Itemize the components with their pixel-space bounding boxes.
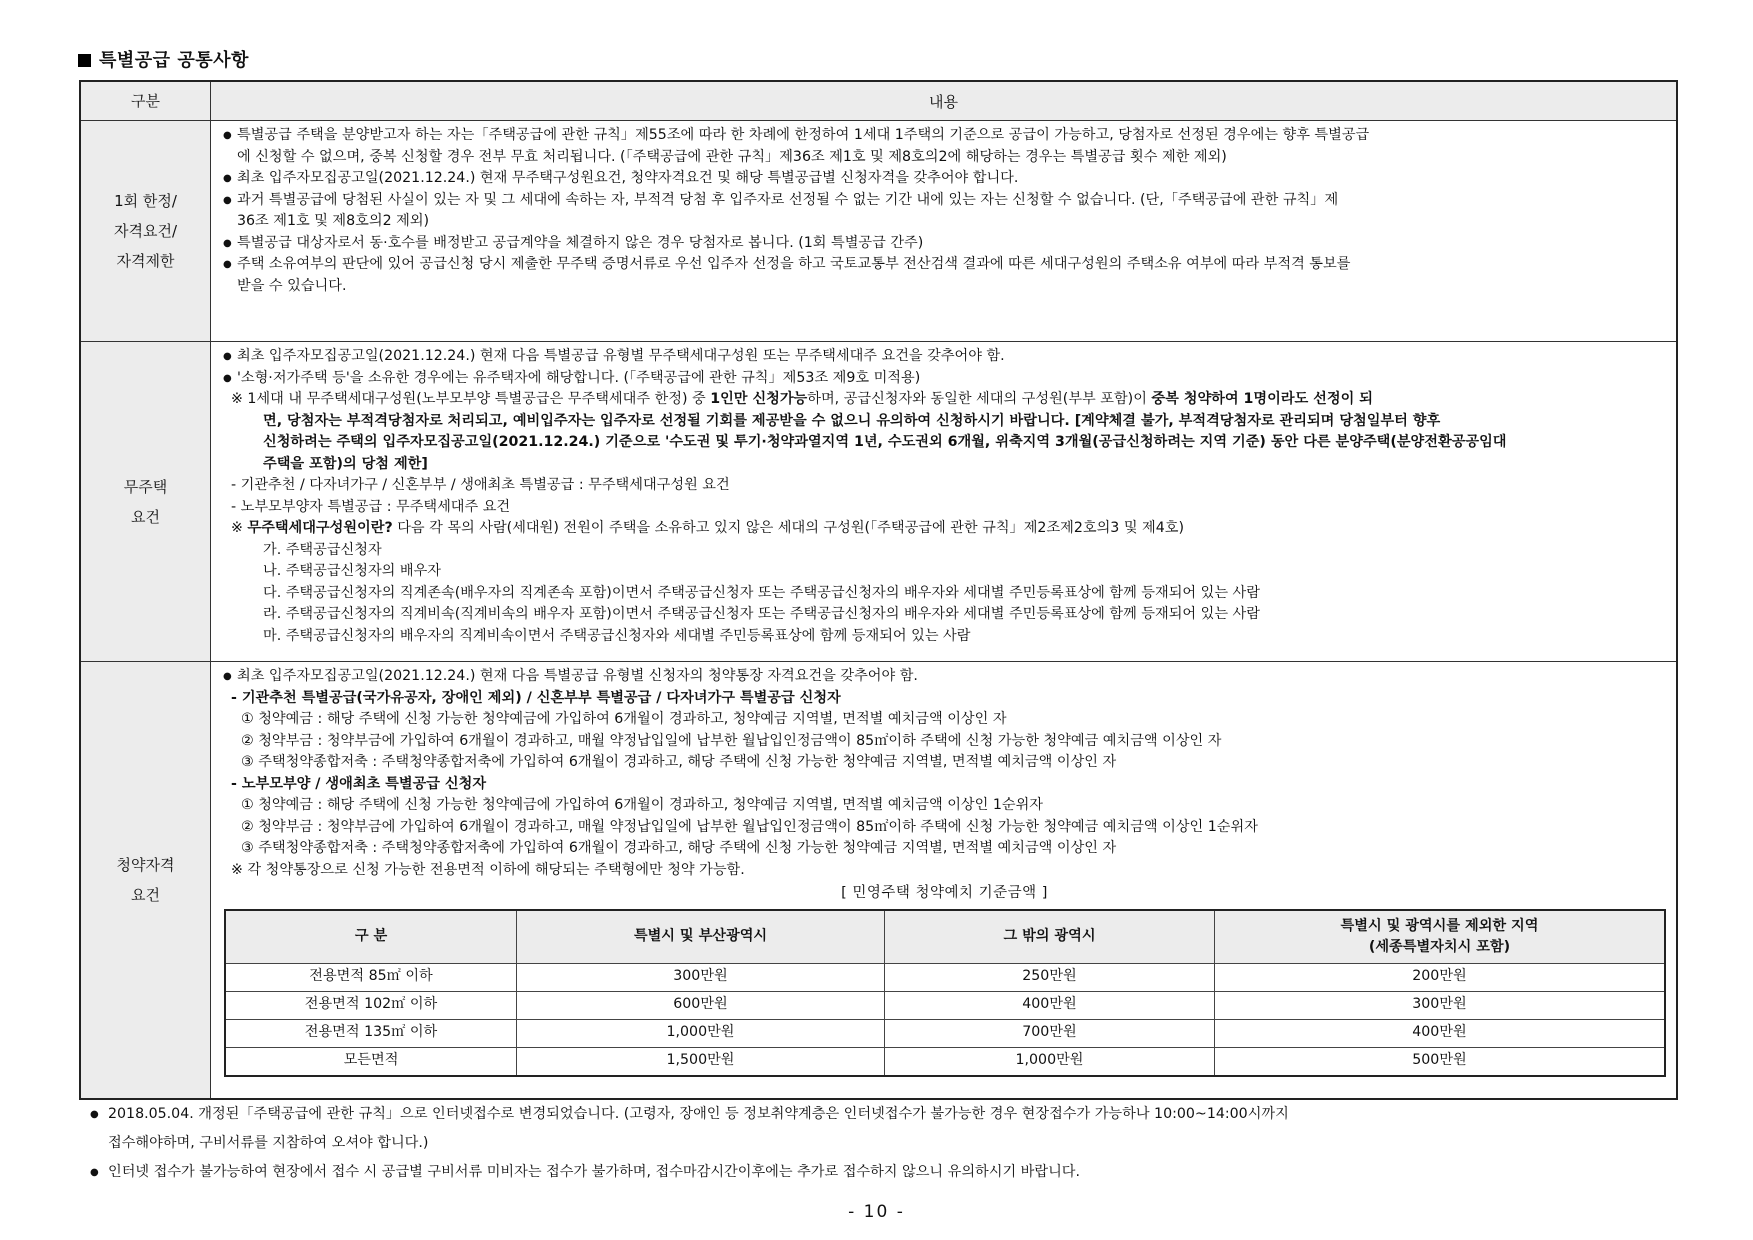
sub-item: 마. 주택공급신청자의 배우자의 직계비속이면서 주택공급신청자와 세대별 주민등록표상에 함께 등재되어 있는 사람 xyxy=(263,627,971,644)
row-content-subscription xyxy=(211,662,1678,1099)
deposit-table-caption: [ 민영주택 청약예치 기준금액 ] xyxy=(841,885,1048,901)
list-item: ● '소형·저가주택 등'을 소유한 경우에는 유주택자에 해당합니다. (「주택공급에 관한 규칙」제53조 제9호 미적용) xyxy=(223,368,1666,390)
row-label-subscription: 청약자격 요건 xyxy=(80,662,211,1099)
table-row-subscription-eligibility xyxy=(80,662,1677,1099)
table-header-row xyxy=(80,81,1677,121)
deposit-header-other-metro: 그 밖의 광역시 xyxy=(885,910,1215,964)
row-label-limit-eligibility: 1회 한정/ 자격요건/ 자격제한 xyxy=(80,121,211,342)
list-item: ● 최초 입주자모집공고일(2021.12.24.) 현재 다음 특별공급 유형별 신청자의 청약통장 자격요건을 갖추어야 함. xyxy=(223,666,1666,688)
numbered-item: ② 청약부금 : 청약부금에 가입하여 6개월이 경과하고, 매월 약정납입일에 납부한 월납입인정금액이 85㎡이하 주택에 신청 가능한 청약예금 예치금액 이상인 자 xyxy=(241,732,1222,749)
section-title: 특별공급 공통사항 xyxy=(78,46,249,72)
page-number: - 10 - xyxy=(848,1202,905,1222)
sub-item: 나. 주택공급신청자의 배우자 xyxy=(263,563,441,579)
dash-item: - 기관추천 특별공급(국가유공자, 장애인 제외) / 신혼부부 특별공급 / 다자녀가구 특별공급 신청자 xyxy=(231,689,841,706)
note-line: ※ 각 청약통장으로 신청 가능한 전용면적 이하에 해당되는 주택형에만 청약 가능함. xyxy=(231,861,745,878)
bullet-dot-icon: ● xyxy=(223,671,232,682)
list-item-continuation: 36조 제1호 및 제8호의2 제외) xyxy=(237,213,430,229)
note-line: 면, 당첨자는 부적격당첨자로 처리되고, 예비입주자는 입주자로 선정될 기회를 제공받을 수 없으니 유의하여 신청하시기 바랍니다. [계약체결 불가, 부적격당첨자로 관리되며 당첨일부터 향후 xyxy=(263,412,1441,429)
note-line: 주택을 포함)의 당첨 제한] xyxy=(263,455,428,472)
dash-item: - 기관추천 / 다자녀가구 / 신혼부부 / 생애최초 특별공급 : 무주택세대구성원 요건 xyxy=(231,477,730,493)
bullet-dot-icon: ● xyxy=(223,194,232,206)
dash-item: - 노부모부양 / 생애최초 특별공급 신청자 xyxy=(231,775,487,792)
table-row: 전용면적 85㎡ 이하 300만원 250만원 200만원 xyxy=(225,963,1665,991)
table-row: 전용면적 102㎡ 이하 600만원 400만원 300만원 xyxy=(225,991,1665,1019)
deposit-amount-table xyxy=(224,909,1666,1077)
list-item-continuation: 에 신청할 수 없으며, 중복 신청할 경우 전부 무효 처리됩니다. (「주택공급에 관한 규칙」제36조 제1호 및 제8호의2에 해당하는 경우는 특별공급 횟수 제한 제외) xyxy=(237,148,1227,165)
footnote-item: ● 인터넷 접수가 불가능하여 현장에서 접수 시 공급별 구비서류 미비자는 접수가 불가하며, 접수마감시간이후에는 추가로 접수하지 않으니 유의하시기 바랍니다. xyxy=(90,1158,1680,1187)
bullet-dot-icon: ● xyxy=(223,259,232,270)
numbered-item: ① 청약예금 : 해당 주택에 신청 가능한 청약예금에 가입하여 6개월이 경과하고, 청약예금 지역별, 면적별 예치금액 이상인 자 xyxy=(241,711,1007,727)
sub-item: 라. 주택공급신청자의 직계비속(직계비속의 배우자 포함)이면서 주택공급신청자 또는 주택공급신청자의 배우자와 세대별 주민등록표상에 함께 등재되어 있는 사람 xyxy=(263,606,1260,622)
bullet-dot-icon: ● xyxy=(223,173,232,184)
bullet-dot-icon: ● xyxy=(223,130,232,141)
list-item: ● 주택 소유여부의 판단에 있어 공급신청 당시 제출한 무주택 증명서류로 우선 입주자 선정을 하고 국토교통부 전산검색 결과에 따른 세대구성원의 주택소유 여부에 따라 부적격 통보를 xyxy=(223,254,1666,276)
header-category: 구분 xyxy=(80,81,211,121)
special-supply-common-table xyxy=(79,80,1678,1100)
note-line: 신청하려는 주택의 입주자모집공고일(2021.12.24.) 기준으로 '수도권 및 투기·청약과열지역 1년, 수도권외 6개월, 위축지역 3개월(공급신청하려는 지역 기준) 동안 다른 분양주택(분양전환공공임대 xyxy=(263,434,1507,450)
table-row-limit-eligibility xyxy=(80,121,1677,342)
numbered-item: ③ 주택청약종합저축 : 주택청약종합저축에 가입하여 6개월이 경과하고, 해당 주택에 신청 가능한 청약예금 지역별, 면적별 예치금액 이상인 자 xyxy=(241,754,1117,770)
bullet-dot-icon: ● xyxy=(223,351,232,362)
footnote-continuation: 접수해야하며, 구비서류를 지참하여 오셔야 합니다.) xyxy=(108,1135,429,1151)
deposit-header-other-regions: 특별시 및 광역시를 제외한 지역 (세종특별자치시 포함) xyxy=(1215,910,1666,964)
footnotes xyxy=(90,1100,1680,1187)
numbered-item: ② 청약부금 : 청약부금에 가입하여 6개월이 경과하고, 매월 약정납입일에 납부한 월납입인정금액이 85㎡이하 주택에 신청 가능한 청약예금 예치금액 이상인 1순위자 xyxy=(241,818,1258,835)
dash-item: - 노부모부양자 특별공급 : 무주택세대주 요건 xyxy=(231,498,511,515)
bullet-dot-icon: ● xyxy=(90,1167,99,1178)
list-item-continuation: 받을 수 있습니다. xyxy=(237,277,347,294)
table-row-homeless xyxy=(80,342,1677,662)
deposit-header-row xyxy=(225,910,1665,964)
deposit-header-seoul-busan: 특별시 및 부산광역시 xyxy=(517,910,885,964)
table-row: 전용면적 135㎡ 이하 1,000만원 700만원 400만원 xyxy=(225,1019,1665,1047)
note-line: ※ 1세대 내 무주택세대구성원(노부모부양 특별공급은 무주택세대주 한정) 중 1인만 신청가능하며, 공급신청자와 동일한 세대의 구성원(부부 포함)이 중복 청약하여 1명이라도 선정이 되 xyxy=(231,391,1373,407)
deposit-header-category: 구 분 xyxy=(225,910,517,964)
table-row: 모든면적 1,500만원 1,000만원 500만원 xyxy=(225,1047,1665,1076)
list-item: ● 최초 입주자모집공고일(2021.12.24.) 현재 무주택구성원요건, 청약자격요건 및 해당 특별공급별 신청자격을 갖추어야 합니다. xyxy=(223,168,1666,190)
row-content-limit-eligibility xyxy=(211,121,1678,342)
list-item: ● 최초 입주자모집공고일(2021.12.24.) 현재 다음 특별공급 유형별 무주택세대구성원 또는 무주택세대주 요건을 갖추어야 함. xyxy=(223,346,1666,368)
black-square-bullet-icon xyxy=(78,54,91,67)
list-item: ● 과거 특별공급에 당첨된 사실이 있는 자 및 그 세대에 속하는 자, 부적격 당첨 후 입주자로 선정될 수 없는 기간 내에 있는 자는 신청할 수 없습니다. (단,「주택공급에 관한 규칙」제 xyxy=(223,190,1666,212)
bullet-dot-icon: ● xyxy=(90,1109,99,1120)
footnote-item: ● 2018.05.04. 개정된「주택공급에 관한 규칙」으로 인터넷접수로 변경되었습니다. (고령자, 장애인 등 정보취약계층은 인터넷접수가 불가능한 경우 현장접수가 가능하나 10:00~14:00시까지 xyxy=(90,1100,1680,1129)
list-item: ● 특별공급 주택을 분양받고자 하는 자는「주택공급에 관한 규칙」제55조에 따라 한 차례에 한정하여 1세대 1주택의 기준으로 공급이 가능하고, 당첨자로 선정된 경우에는 향후 특별공급 xyxy=(223,125,1666,147)
numbered-item: ③ 주택청약종합저축 : 주택청약종합저축에 가입하여 6개월이 경과하고, 해당 주택에 신청 가능한 청약예금 지역별, 면적별 예치금액 이상인 자 xyxy=(241,840,1117,856)
list-item: ● 특별공급 대상자로서 동·호수를 배정받고 공급계약을 체결하지 않은 경우 당첨자로 봅니다. (1회 특별공급 간주) xyxy=(223,233,1666,255)
sub-item: 다. 주택공급신청자의 직계존속(배우자의 직계존속 포함)이면서 주택공급신청자 또는 주택공급신청자의 배우자와 세대별 주민등록표상에 함께 등재되어 있는 사람 xyxy=(263,584,1260,601)
row-label-homeless: 무주택 요건 xyxy=(80,342,211,662)
row-content-homeless xyxy=(211,342,1678,662)
bullet-dot-icon: ● xyxy=(223,372,232,384)
sub-item: 가. 주택공급신청자 xyxy=(263,541,382,558)
note-line: ※ 무주택세대구성원이란? 다음 각 목의 사람(세대원) 전원이 주택을 소유하고 있지 않은 세대의 구성원(「주택공급에 관한 규칙」제2조제2호의3 및 제4호) xyxy=(231,520,1185,536)
bullet-dot-icon: ● xyxy=(223,237,232,249)
header-content: 내용 xyxy=(211,81,1678,121)
numbered-item: ① 청약예금 : 해당 주택에 신청 가능한 청약예금에 가입하여 6개월이 경과하고, 청약예금 지역별, 면적별 예치금액 이상인 1순위자 xyxy=(241,797,1043,813)
